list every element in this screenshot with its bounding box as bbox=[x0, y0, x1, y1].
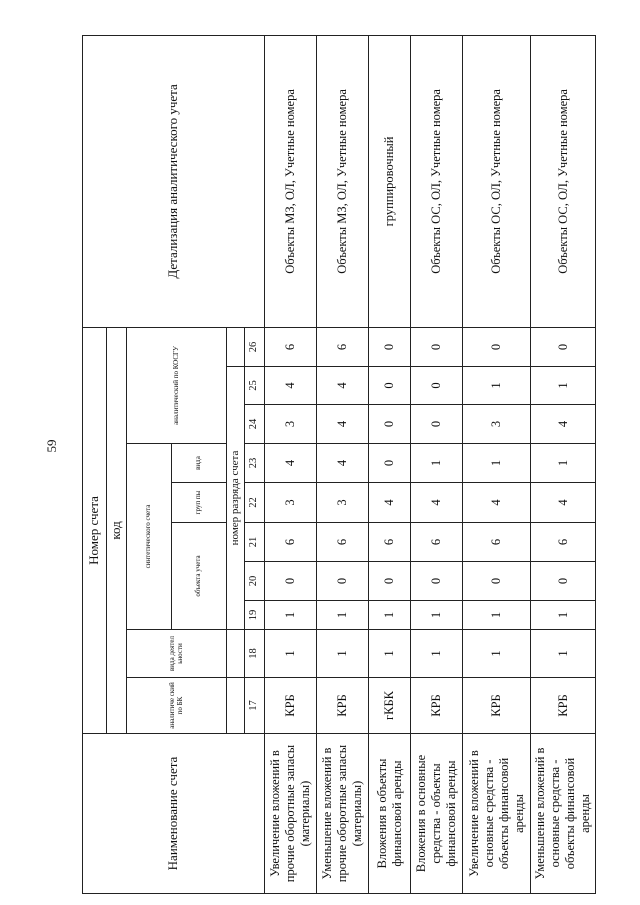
kind-header: вида bbox=[172, 444, 227, 483]
cell-21: 6 bbox=[265, 523, 317, 562]
cell-26: 0 bbox=[531, 327, 596, 366]
account-name: Вложения в объекты финансовой аренды bbox=[369, 734, 411, 894]
cell-24: 3 bbox=[463, 405, 531, 444]
account-name: Увеличение вложений в основные средства - объекты финансовой аренды bbox=[463, 734, 531, 894]
col-number-23: 23 bbox=[245, 444, 265, 483]
cell-22: 4 bbox=[411, 483, 463, 523]
cell-25: 0 bbox=[411, 367, 463, 405]
cell-23: 1 bbox=[463, 444, 531, 483]
cell-25: 1 bbox=[531, 367, 596, 405]
account-number-header: Номер счета bbox=[83, 327, 107, 733]
digit-spacer-right bbox=[227, 327, 245, 366]
cell-25: 1 bbox=[463, 367, 531, 405]
cell-19: 1 bbox=[531, 601, 596, 630]
account-name: Вложения в основные средства - объекты финансовой аренды bbox=[411, 734, 463, 894]
cell-22: 4 bbox=[463, 483, 531, 523]
detail-cell: Объекты ОС, ОЛ, Учетные номера bbox=[463, 35, 531, 327]
table-row bbox=[411, 35, 463, 893]
cell-20: 0 bbox=[369, 562, 411, 601]
cell-24: 0 bbox=[369, 405, 411, 444]
cell-25: 4 bbox=[265, 367, 317, 405]
cell-18: 1 bbox=[531, 630, 596, 678]
header-row-1 bbox=[83, 35, 107, 893]
cell-17: КРБ bbox=[531, 678, 596, 734]
table-row bbox=[531, 35, 596, 893]
col-number-18: 18 bbox=[245, 630, 265, 678]
cell-20: 0 bbox=[463, 562, 531, 601]
cell-19: 1 bbox=[369, 601, 411, 630]
cell-18: 1 bbox=[265, 630, 317, 678]
accounts-table bbox=[82, 35, 596, 894]
cell-24: 4 bbox=[531, 405, 596, 444]
table-row bbox=[317, 35, 369, 893]
col-number-24: 24 bbox=[245, 405, 265, 444]
cell-22: 4 bbox=[369, 483, 411, 523]
col-number-26: 26 bbox=[245, 327, 265, 366]
cell-22: 3 bbox=[265, 483, 317, 523]
analytic-bk-header: аналитиче ский по БК bbox=[127, 678, 227, 734]
col-number-20: 20 bbox=[245, 562, 265, 601]
cell-20: 0 bbox=[265, 562, 317, 601]
cell-20: 0 bbox=[411, 562, 463, 601]
detail-cell: Объекты МЗ, ОЛ, Учетные номера bbox=[317, 35, 369, 327]
cell-21: 6 bbox=[317, 523, 369, 562]
col-number-25: 25 bbox=[245, 367, 265, 405]
col-number-22: 22 bbox=[245, 483, 265, 523]
cell-21: 6 bbox=[369, 523, 411, 562]
cell-18: 1 bbox=[317, 630, 369, 678]
cell-20: 0 bbox=[531, 562, 596, 601]
detail-cell: Объекты МЗ, ОЛ, Учетные номера bbox=[265, 35, 317, 327]
detail-cell: группировочный bbox=[369, 35, 411, 327]
cell-26: 0 bbox=[369, 327, 411, 366]
cell-25: 0 bbox=[369, 367, 411, 405]
cell-26: 6 bbox=[317, 327, 369, 366]
cell-26: 6 bbox=[265, 327, 317, 366]
activity-type-header: вида деятел ьности bbox=[127, 630, 227, 678]
cell-23: 0 bbox=[369, 444, 411, 483]
cell-17: гКБК bbox=[369, 678, 411, 734]
name-column-header: Наименование счета bbox=[83, 734, 265, 894]
detail-cell: Объекты ОС, ОЛ, Учетные номера bbox=[531, 35, 596, 327]
cell-21: 6 bbox=[531, 523, 596, 562]
cell-24: 0 bbox=[411, 405, 463, 444]
detail-cell: Объекты ОС, ОЛ, Учетные номера bbox=[411, 35, 463, 327]
cell-23: 1 bbox=[411, 444, 463, 483]
cell-22: 4 bbox=[531, 483, 596, 523]
cell-21: 6 bbox=[463, 523, 531, 562]
table-row bbox=[463, 35, 531, 893]
col-number-19: 19 bbox=[245, 601, 265, 630]
code-header: код bbox=[107, 327, 127, 733]
rotated-table-wrapper bbox=[82, 36, 592, 894]
account-name: Уменьшение вложений в прочие оборотные запасы (материалы) bbox=[317, 734, 369, 894]
cell-22: 3 bbox=[317, 483, 369, 523]
cell-23: 4 bbox=[317, 444, 369, 483]
detail-column-header: Детализация аналитического учета bbox=[83, 35, 265, 327]
cell-21: 6 bbox=[411, 523, 463, 562]
col-number-17: 17 bbox=[245, 678, 265, 734]
digit-spacer-left bbox=[227, 678, 245, 734]
account-name: Уменьшение вложений в основные средства - объекты финансовой аренды bbox=[531, 734, 596, 894]
cell-19: 1 bbox=[463, 601, 531, 630]
object-header: объекта учета bbox=[172, 523, 227, 630]
cell-23: 4 bbox=[265, 444, 317, 483]
cell-26: 0 bbox=[463, 327, 531, 366]
cell-25: 4 bbox=[317, 367, 369, 405]
table-row bbox=[369, 35, 411, 893]
col-number-21: 21 bbox=[245, 523, 265, 562]
cell-17: КРБ bbox=[265, 678, 317, 734]
cell-24: 3 bbox=[265, 405, 317, 444]
digit-spacer-left-2 bbox=[227, 630, 245, 678]
cell-24: 4 bbox=[317, 405, 369, 444]
account-name: Увеличение вложений в прочие оборотные запасы (материалы) bbox=[265, 734, 317, 894]
analytic-kosgu-header: аналитический по КОСГУ bbox=[127, 327, 227, 443]
cell-19: 1 bbox=[265, 601, 317, 630]
page-number: 59 bbox=[44, 439, 59, 453]
cell-18: 1 bbox=[411, 630, 463, 678]
digit-number-header: номер разряда счета bbox=[227, 367, 245, 630]
cell-19: 1 bbox=[411, 601, 463, 630]
cell-19: 1 bbox=[317, 601, 369, 630]
table-row bbox=[265, 35, 317, 893]
cell-17: КРБ bbox=[411, 678, 463, 734]
group-header: груп пы bbox=[172, 483, 227, 523]
cell-17: КРБ bbox=[317, 678, 369, 734]
cell-23: 1 bbox=[531, 444, 596, 483]
cell-18: 1 bbox=[463, 630, 531, 678]
cell-18: 1 bbox=[369, 630, 411, 678]
synthetic-account-header: синтетического счета bbox=[127, 444, 172, 630]
cell-26: 0 bbox=[411, 327, 463, 366]
cell-20: 0 bbox=[317, 562, 369, 601]
cell-17: КРБ bbox=[463, 678, 531, 734]
